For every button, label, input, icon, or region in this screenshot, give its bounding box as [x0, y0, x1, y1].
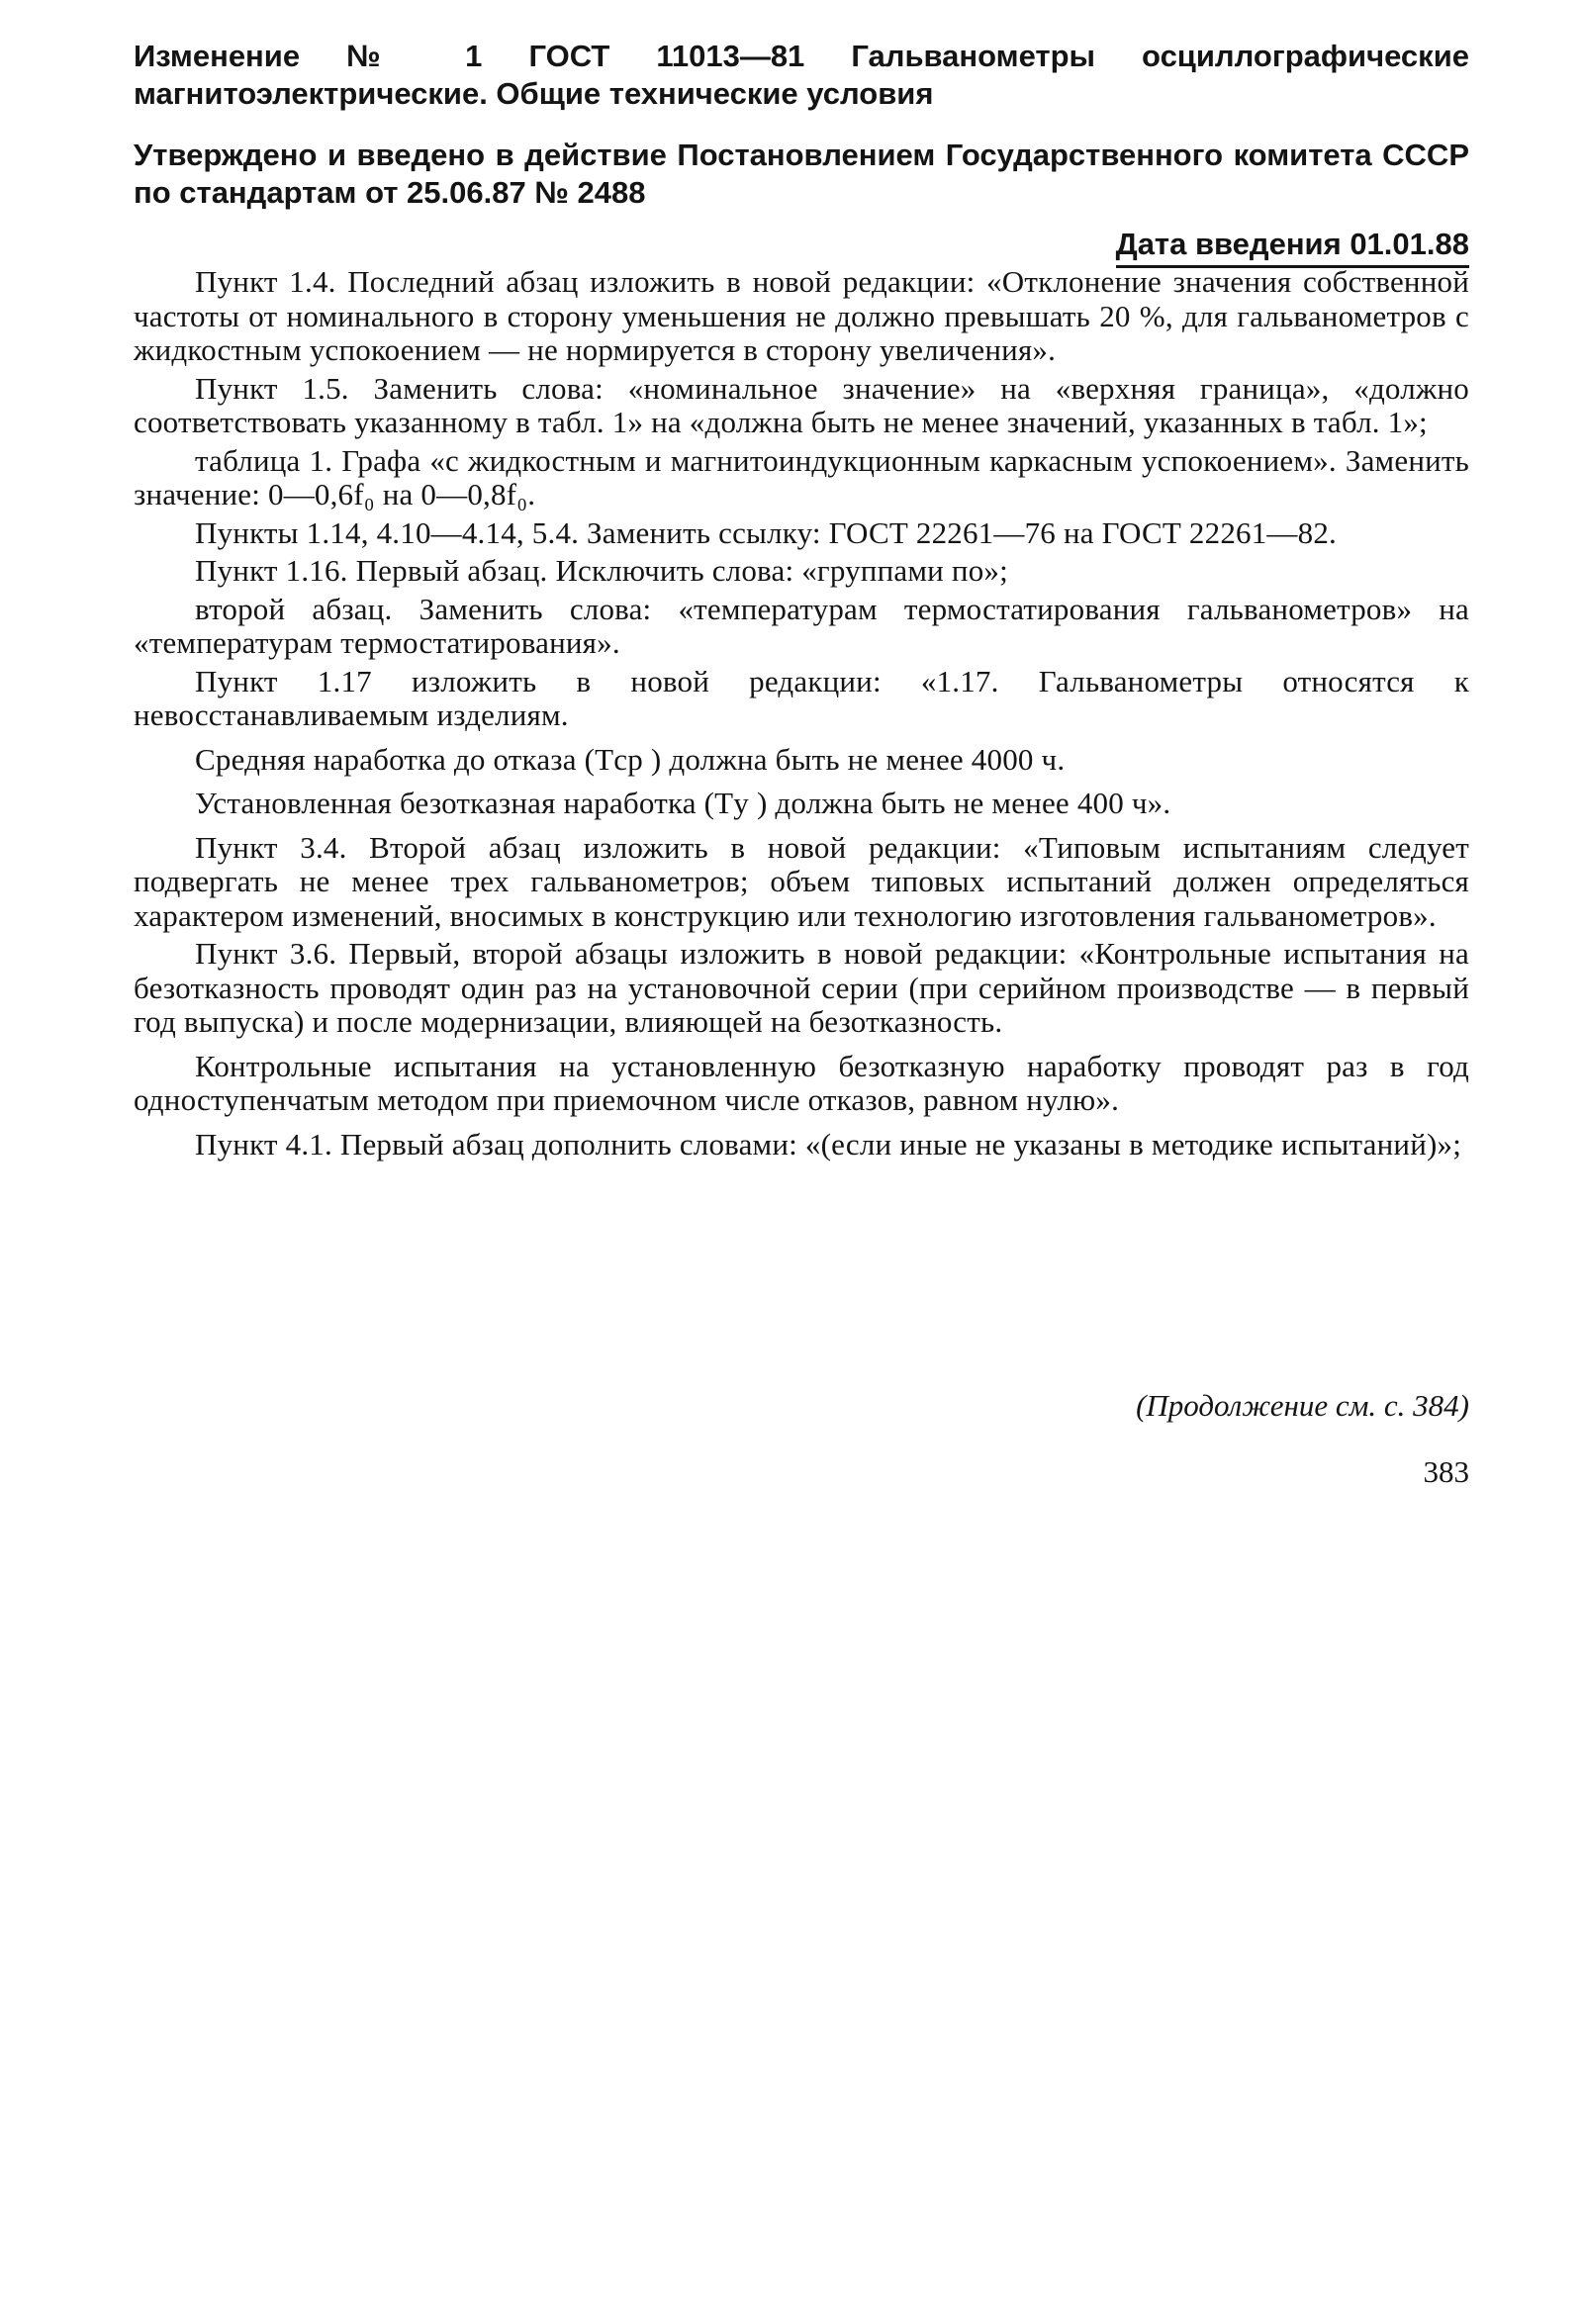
- paragraph: Пункт 1.5. Заменить слова: «номинальное значение» на «верхняя граница», «должно соответствовать указанному в табл. 1» на «должна быть не менее значений, указанных в табл. 1»;: [134, 370, 1469, 439]
- effective-date-line: [134, 226, 1469, 268]
- paragraph: Пункт 3.4. Второй абзац изложить в новой редакции: «Типовым испытаниям следует подвергать не менее трех гальванометров; объем типовых испытаний должен определяться характером изменений, вносимых в конструкцию или технологию изготовления гальванометров».: [134, 829, 1469, 933]
- paragraph: Пункты 1.14, 4.10—4.14, 5.4. Заменить ссылку: ГОСТ 22261—76 на ГОСТ 22261—82.: [195, 514, 1337, 550]
- paragraph: таблица 1. Графа «с жидкостным и магнитоиндукционным каркасным успокоением». Заменить значение: 0—0,6f₀ на 0—0,8f₀.: [134, 442, 1469, 511]
- paragraph: Пункт 3.6. Первый, второй абзацы изложить в новой редакции: «Контрольные испытания на безотказность проводят один раз на установочной серии (при серийном производстве — в первый год выпуска) и после модернизации, влияющей на безотказность.: [134, 936, 1469, 1039]
- approval-statement: Утверждено и введено в действие Постановлением Государственного комитета СССР по стандартам от 25.06.87 № 2488: [134, 138, 1469, 210]
- paragraph: Контрольные испытания на установленную безотказную наработку проводят раз в год одноступенчатым методом при приемочном числе отказов, равном нулю».: [134, 1048, 1469, 1117]
- amendment-title: Изменение № 1 ГОСТ 11013—81 Гальванометры осциллографические магнитоэлектрические. Общие технические условия: [134, 39, 1469, 111]
- paragraph: Средняя наработка до отказа (Tср ) должна быть не менее 4000 ч.: [195, 741, 1066, 777]
- paragraph: Пункт 1.17 изложить в новой редакции: «1.17. Гальванометры относятся к невосстанавливаемым изделиям.: [134, 663, 1469, 732]
- paragraph: Пункт 1.4. Последний абзац изложить в новой редакции: «Отклонение значения собственной частоты от номинального в сторону уменьшения не должно превышать 20 %, для гальванометров с жидкостным успокоением — не нормируется в сторону увеличения».: [134, 264, 1469, 367]
- effective-date: Дата введения 01.01.88: [1116, 226, 1469, 268]
- paragraph: второй абзац. Заменить слова: «температурам термостатирования гальванометров» на «температурам термостатирования».: [134, 591, 1469, 660]
- document-header: [134, 38, 1469, 268]
- continuation-note: (Продолжение см. с. 384): [1136, 1388, 1469, 1423]
- page-number: 383: [1423, 1454, 1469, 1489]
- paragraph: Установленная безотказная наработка (Tу ) должна быть не менее 400 ч».: [195, 786, 1171, 820]
- paragraph: Пункт 4.1. Первый абзац дополнить словами: «(если иные не указаны в методике испытаний)»;: [195, 1126, 1462, 1162]
- document-body: [134, 265, 1469, 1165]
- paragraph: Пункт 1.16. Первый абзац. Исключить слова: «группами по»;: [195, 553, 1008, 588]
